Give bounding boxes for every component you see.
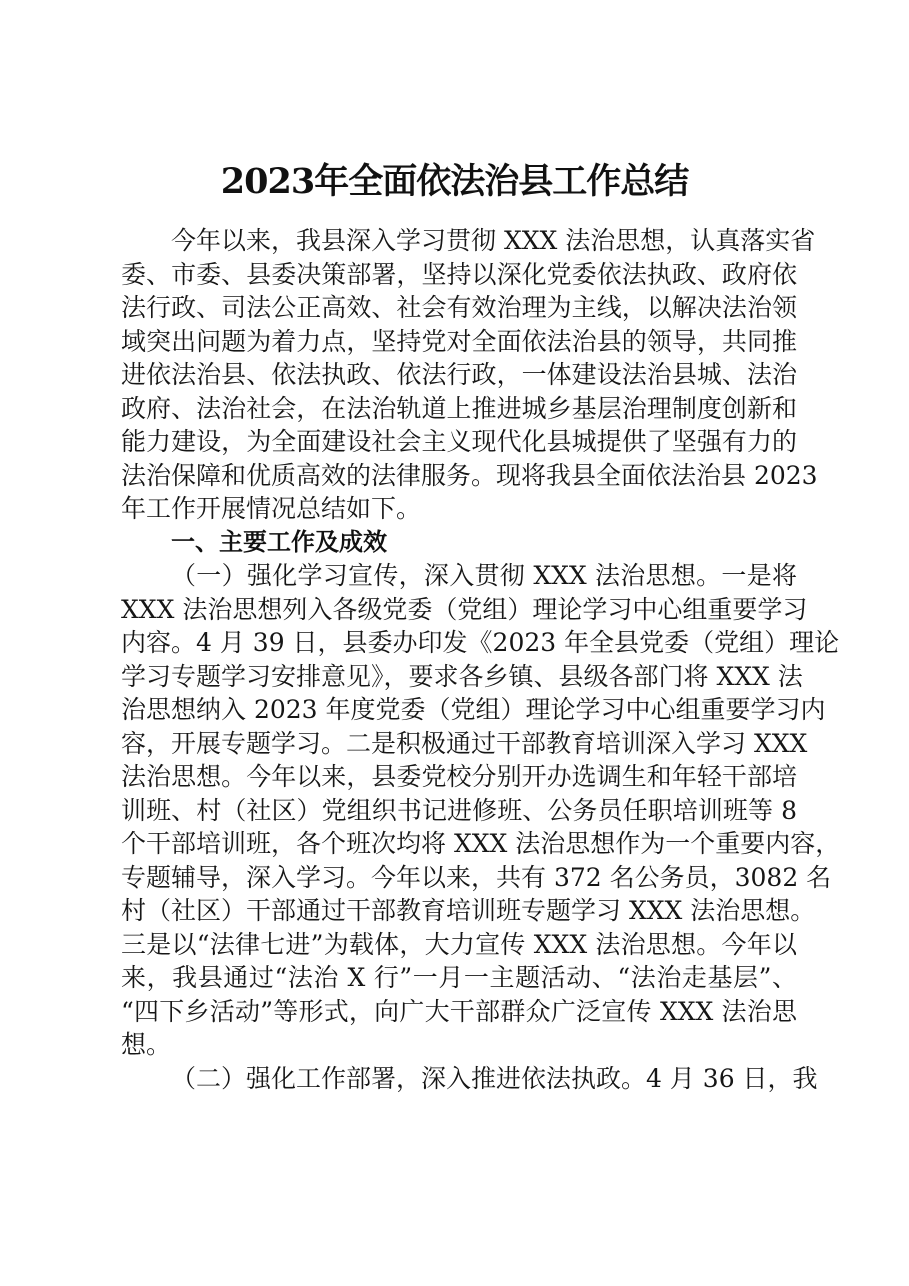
text-line: 年工作开展情况总结如下。 [121, 494, 422, 523]
text-line: 法行政、司法公正高效、社会有效治理为主线，以解决法治领 [121, 293, 797, 322]
text-line: （二）强化工作部署，深入推进依法执政。4 月 36 日，我 [171, 1063, 818, 1093]
text-line: 来，我县通过“法治 X 行”一月一主题活动、“法治走基层”、 [121, 963, 797, 992]
text-line: 专题辅导，深入学习。今年以来，共有 372 名公务员，3082 名 [121, 862, 832, 892]
text-line: 委、市委、县委决策部署，坚持以深化党委依法执政、政府依 [121, 259, 797, 289]
document-body [121, 224, 841, 1095]
text-line: XXX 法治思想列入各级党委（党组）理论学习中心组重要学习 [121, 594, 808, 624]
text-line: 能力建设，为全面建设社会主义现代化县城提供了坚强有力的 [121, 427, 797, 456]
text-line: 容，开展专题学习。二是积极通过干部教育培训深入学习 XXX [121, 728, 808, 758]
text-line: 内容。4 月 39 日，县委办印发《2023 年全县党委（党组）理论 [121, 628, 840, 657]
text-line: 域突出问题为着力点，坚持党对全面依法治县的领导，共同推 [121, 326, 797, 356]
text-line: 学习专题学习安排意见》，要求各乡镇、县级各部门将 XXX 法 [121, 661, 803, 691]
text-line: 训班、村（社区）党组织书记进修班、公务员任职培训班等 8 [121, 795, 797, 825]
intro-paragraph [121, 224, 818, 526]
text-line: 治思想纳入 2023 年度党委（党组）理论学习中心组重要学习内 [121, 695, 826, 724]
section-1-paragraph [121, 559, 841, 1062]
text-line: 法治保障和优质高效的法律服务。现将我县全面依法治县 2023 [121, 460, 818, 490]
text-line: 个干部培训班，各个班次均将 XXX 法治思想作为一个重要内容， [121, 829, 841, 858]
text-line: 进依法治县、依法执政、依法行政，一体建设法治县城、法治 [121, 360, 797, 389]
text-line: 法治思想。今年以来，县委党校分别开办选调生和年轻干部培 [121, 762, 797, 791]
text-line: 想。 [121, 1030, 172, 1059]
text-line: 政府、法治社会，在法治轨道上推进城乡基层治理制度创新和 [121, 393, 797, 423]
text-line: 今年以来，我县深入学习贯彻 XXX 法治思想，认真落实省 [171, 226, 816, 255]
text-line: （一）强化学习宣传，深入贯彻 XXX 法治思想。一是将 [171, 561, 797, 590]
text-line: 三是以“法律七进”为载体，大力宣传 XXX 法治思想。今年以 [121, 929, 797, 959]
document-title: 2023年全面依法治县工作总结 [220, 161, 689, 202]
text-line: 村（社区）干部通过干部教育培训班专题学习 XXX 法治思想。 [121, 896, 816, 925]
section-2-paragraph [121, 1062, 818, 1096]
text-line: “四下乡活动”等形式，向广大干部群众广泛宣传 XXX 法治思 [121, 996, 797, 1026]
section-heading: 一、主要工作及成效 [171, 527, 387, 556]
